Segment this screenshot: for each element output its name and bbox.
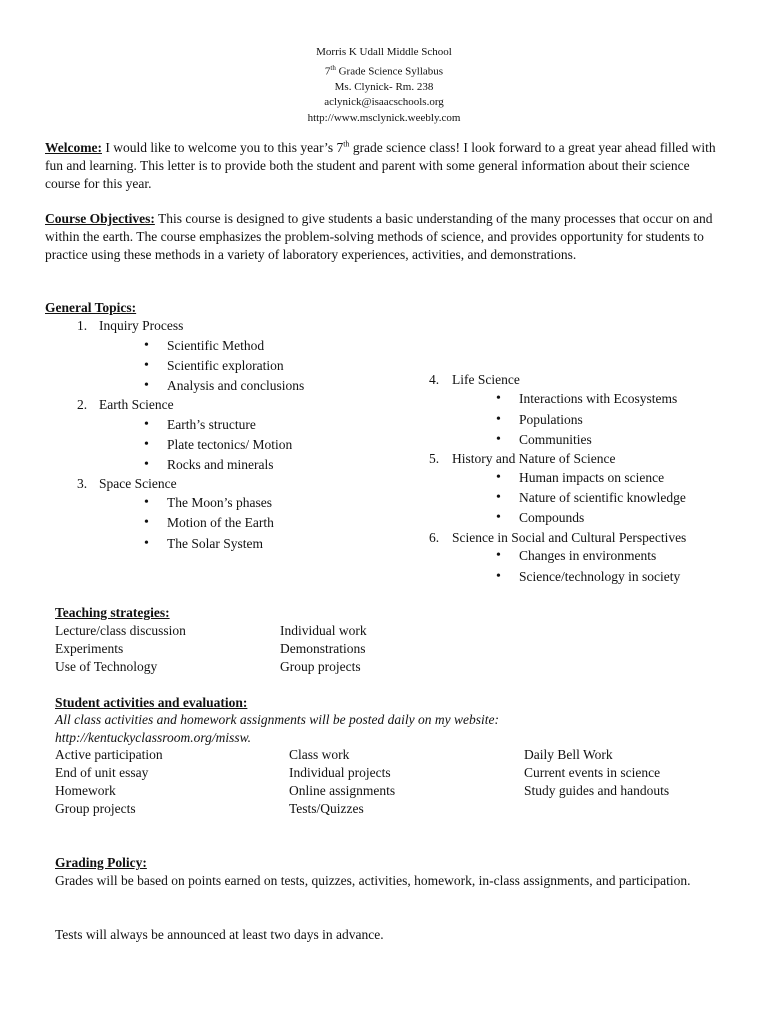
list-item: Group projects <box>280 659 361 674</box>
activities-heading: Student activities and evaluation: <box>55 695 248 710</box>
topic-item: • Communities <box>519 431 592 449</box>
welcome-text-post: grade science class! I look forward to a great year ahead filled with fun and learning. This letter is to provide both the student and parent with some general information about their science course for this year. <box>45 140 716 191</box>
topic-title: Earth Science <box>99 397 174 412</box>
list-item: Tests/Quizzes <box>289 801 364 816</box>
document-header <box>0 45 768 126</box>
list-item: Active participation <box>55 747 163 762</box>
objectives-paragraph <box>45 210 725 264</box>
list-item: Online assignments <box>289 783 396 798</box>
topic-item: • Analysis and conclusions <box>167 377 304 395</box>
topic-number: 3. <box>77 476 88 491</box>
topic-number: 4. <box>429 372 440 387</box>
list-item: Use of Technology <box>55 659 158 674</box>
topic-item: • Earth’s structure <box>167 416 256 434</box>
welcome-paragraph <box>45 139 725 193</box>
teacher-email[interactable]: aclynick@isaacschools.org <box>324 96 444 109</box>
activities-column-2 <box>289 746 395 818</box>
objectives-heading: Course Objectives: <box>45 211 155 226</box>
topic-item: • The Moon’s phases <box>167 494 272 512</box>
activities-column-3 <box>524 746 669 800</box>
grading-note: Tests will always be announced at least two days in advance. <box>55 927 384 942</box>
list-item: Study guides and handouts <box>524 783 670 798</box>
topic-title: Life Science <box>452 372 520 387</box>
topic-title: Space Science <box>99 476 177 491</box>
topic-item: • Compounds <box>519 509 584 527</box>
list-item: Demonstrations <box>280 641 366 656</box>
course-title <box>0 61 768 80</box>
topic-item: • Motion of the Earth <box>167 514 274 532</box>
objectives-text: This course is designed to give students a basic understanding of the many processes that occur on and within the earth. The course emphasizes the problem-solving methods of science, and provides opportunity for students to practice using these methods in a variety of laboratory experiences, activities, and demonstrations. <box>45 211 713 262</box>
list-item: Class work <box>289 747 350 762</box>
general-topics-heading: General Topics: <box>45 300 137 315</box>
course-grade: 7 <box>324 65 331 78</box>
welcome-heading: Welcome: <box>45 140 102 155</box>
topic-number: 1. <box>77 318 88 333</box>
list-item: Homework <box>55 783 116 798</box>
teacher-website[interactable]: http://www.msclynick.weebly.com <box>307 111 461 124</box>
list-item: Individual work <box>280 623 367 638</box>
teacher-room: Ms. Clynick- Rm. 238 <box>334 80 434 93</box>
topic-item: • Changes in environments <box>519 547 656 565</box>
topic-title: Science in Social and Cultural Perspectives <box>452 530 687 545</box>
list-item: Lecture/class discussion <box>55 623 186 638</box>
activities-column-1 <box>55 746 163 818</box>
list-item: Group projects <box>55 801 136 816</box>
teaching-heading: Teaching strategies: <box>55 605 170 620</box>
grading-heading: Grading Policy: <box>55 855 147 870</box>
topic-title: History and Nature of Science <box>452 451 616 466</box>
teaching-column-2 <box>280 622 367 676</box>
topic-item: • Plate tectonics/ Motion <box>167 436 292 454</box>
list-item: Daily Bell Work <box>524 747 613 762</box>
list-item: Individual projects <box>289 765 391 780</box>
school-name: Morris K Udall Middle School <box>316 46 452 58</box>
welcome-text-sup: th <box>343 139 350 149</box>
topic-item: • Human impacts on science <box>519 469 664 487</box>
topic-item: • Science/technology in society <box>519 568 680 586</box>
topic-number: 6. <box>429 530 440 545</box>
topic-item: • The Solar System <box>167 535 263 553</box>
welcome-text-pre: I would like to welcome you to this year’s 7 <box>101 140 344 155</box>
topic-item: • Nature of scientific knowledge <box>519 489 686 507</box>
topic-item: • Scientific Method <box>167 337 264 355</box>
activities-url[interactable]: http://kentuckyclassroom.org/missw. <box>55 730 251 745</box>
topic-item: • Rocks and minerals <box>167 456 273 474</box>
topic-title: Inquiry Process <box>99 318 184 333</box>
topic-item: • Interactions with Ecosystems <box>519 390 677 408</box>
topic-number: 5. <box>429 451 440 466</box>
list-item: Current events in science <box>524 765 661 780</box>
grading-text: Grades will be based on points earned on tests, quizzes, activities, homework, in-class assignments, and participation. <box>55 873 691 888</box>
list-item: End of unit essay <box>55 765 149 780</box>
activities-note: All class activities and homework assignments will be posted daily on my website: <box>55 712 499 727</box>
topic-number: 2. <box>77 397 88 412</box>
teaching-column-1 <box>55 622 186 676</box>
course-grade-sup: th <box>330 63 336 72</box>
topic-item: • Populations <box>519 411 583 429</box>
list-item: Experiments <box>55 641 124 656</box>
topic-item: • Scientific exploration <box>167 357 284 375</box>
course-name: Grade Science Syllabus <box>335 65 444 78</box>
